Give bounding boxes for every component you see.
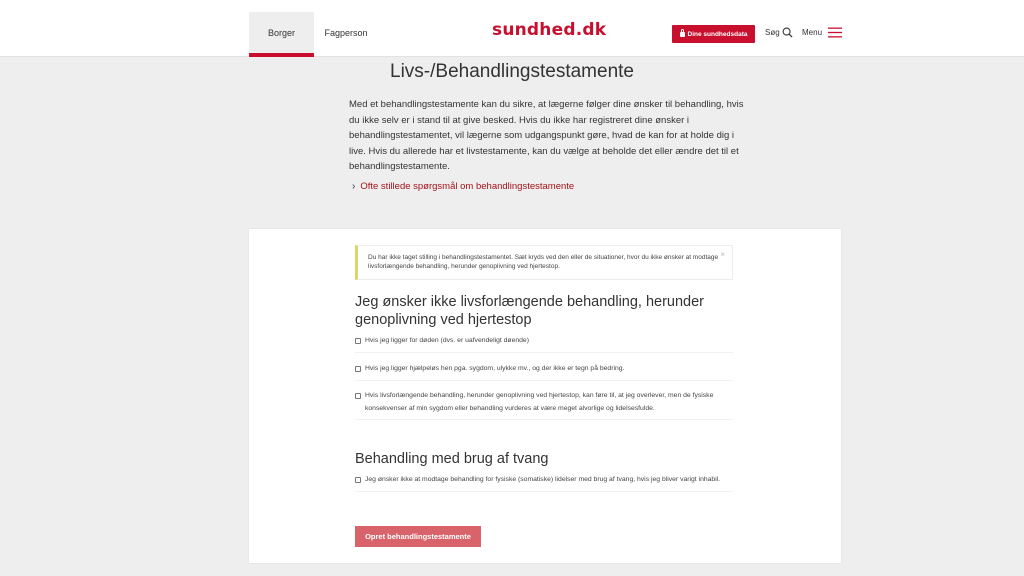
option-label: Hvis livsforlængende behandling, herunder genoplivning ved hjertestop, kan føre til, at jeg overlever, men de fysiske konsekvenser af min sygdom eller behandling vurderes at være meget alvorlige og lidelsesfulde. <box>365 392 714 412</box>
dine-sundhedsdata-button[interactable] <box>672 25 755 43</box>
section-title-coercion: Behandling med brug af tvang <box>355 451 549 467</box>
create-testament-button[interactable]: Opret behandlingstestamente <box>355 526 481 547</box>
tab-fagperson[interactable]: Fagperson <box>324 28 368 38</box>
option-dying[interactable] <box>355 335 733 353</box>
option-label: Hvis jeg ligger for døden (dvs. er uafvendeligt døende) <box>365 337 529 344</box>
menu-label: Menu <box>802 28 823 37</box>
option-label: Jeg ønsker ikke at modtage behandling for fysiske (somatiske) lidelser med brug af tvang, hvis jeg bliver varigt inhabil. <box>365 476 721 483</box>
site-logo[interactable]: sundhed.dk <box>492 20 607 40</box>
dine-sundhedsdata-label: Dine sundhedsdata <box>687 30 748 38</box>
site-header <box>0 0 1024 57</box>
option-severe-consequences[interactable] <box>355 390 733 420</box>
checkbox[interactable] <box>355 393 361 399</box>
chevron-right-icon: › <box>352 181 356 192</box>
lock-icon <box>680 32 685 37</box>
status-notice <box>355 245 733 280</box>
page-title: Livs-/Behandlingstestamente <box>390 61 634 82</box>
tab-borger[interactable]: Borger <box>249 12 314 57</box>
section-title-life-prolonging: Jeg ønsker ikke livsforlængende behandling, herunder genoplivning ved hjertestop <box>355 294 705 328</box>
notice-text: Du har ikke taget stilling i behandlingstestamentet. Sæt kryds ved den eller de situationer, hvor du ikke ønsker at modtage livsforlængende behandling, herunder genoplivning ved hjertestop. <box>368 254 719 270</box>
faq-link[interactable] <box>352 181 574 192</box>
close-icon[interactable]: × <box>720 250 725 259</box>
checkbox[interactable] <box>355 366 361 372</box>
option-coercion[interactable] <box>355 474 733 492</box>
search-icon <box>782 27 793 38</box>
hamburger-menu-icon <box>828 27 842 38</box>
intro-text: Med et behandlingstestamente kan du sikre, at lægerne følger dine ønsker til behandling, hvis du ikke selv er i stand til at give besked. Hvis du ikke har registreret dine ønsker i behandlingstestamentet, vil lægerne som udgangspunkt gøre, hvad de kan for at holde dig i live. Hvis du allerede har et livstestamente, kan du vælge at beholde det eller ændre det til et behandlingstestamente. <box>349 99 744 172</box>
option-helpless[interactable] <box>355 363 733 381</box>
search-button[interactable] <box>765 27 793 38</box>
checkbox[interactable] <box>355 338 361 344</box>
search-label: Søg <box>765 28 780 37</box>
faq-link-label: Ofte stillede spørgsmål om behandlingstestamente <box>360 181 575 192</box>
option-label: Hvis jeg ligger hjælpeløs hen pga. sygdom, ulykke mv., og der ikke er tegn på bedring. <box>365 365 625 372</box>
checkbox[interactable] <box>355 477 361 483</box>
menu-button[interactable] <box>802 27 842 38</box>
